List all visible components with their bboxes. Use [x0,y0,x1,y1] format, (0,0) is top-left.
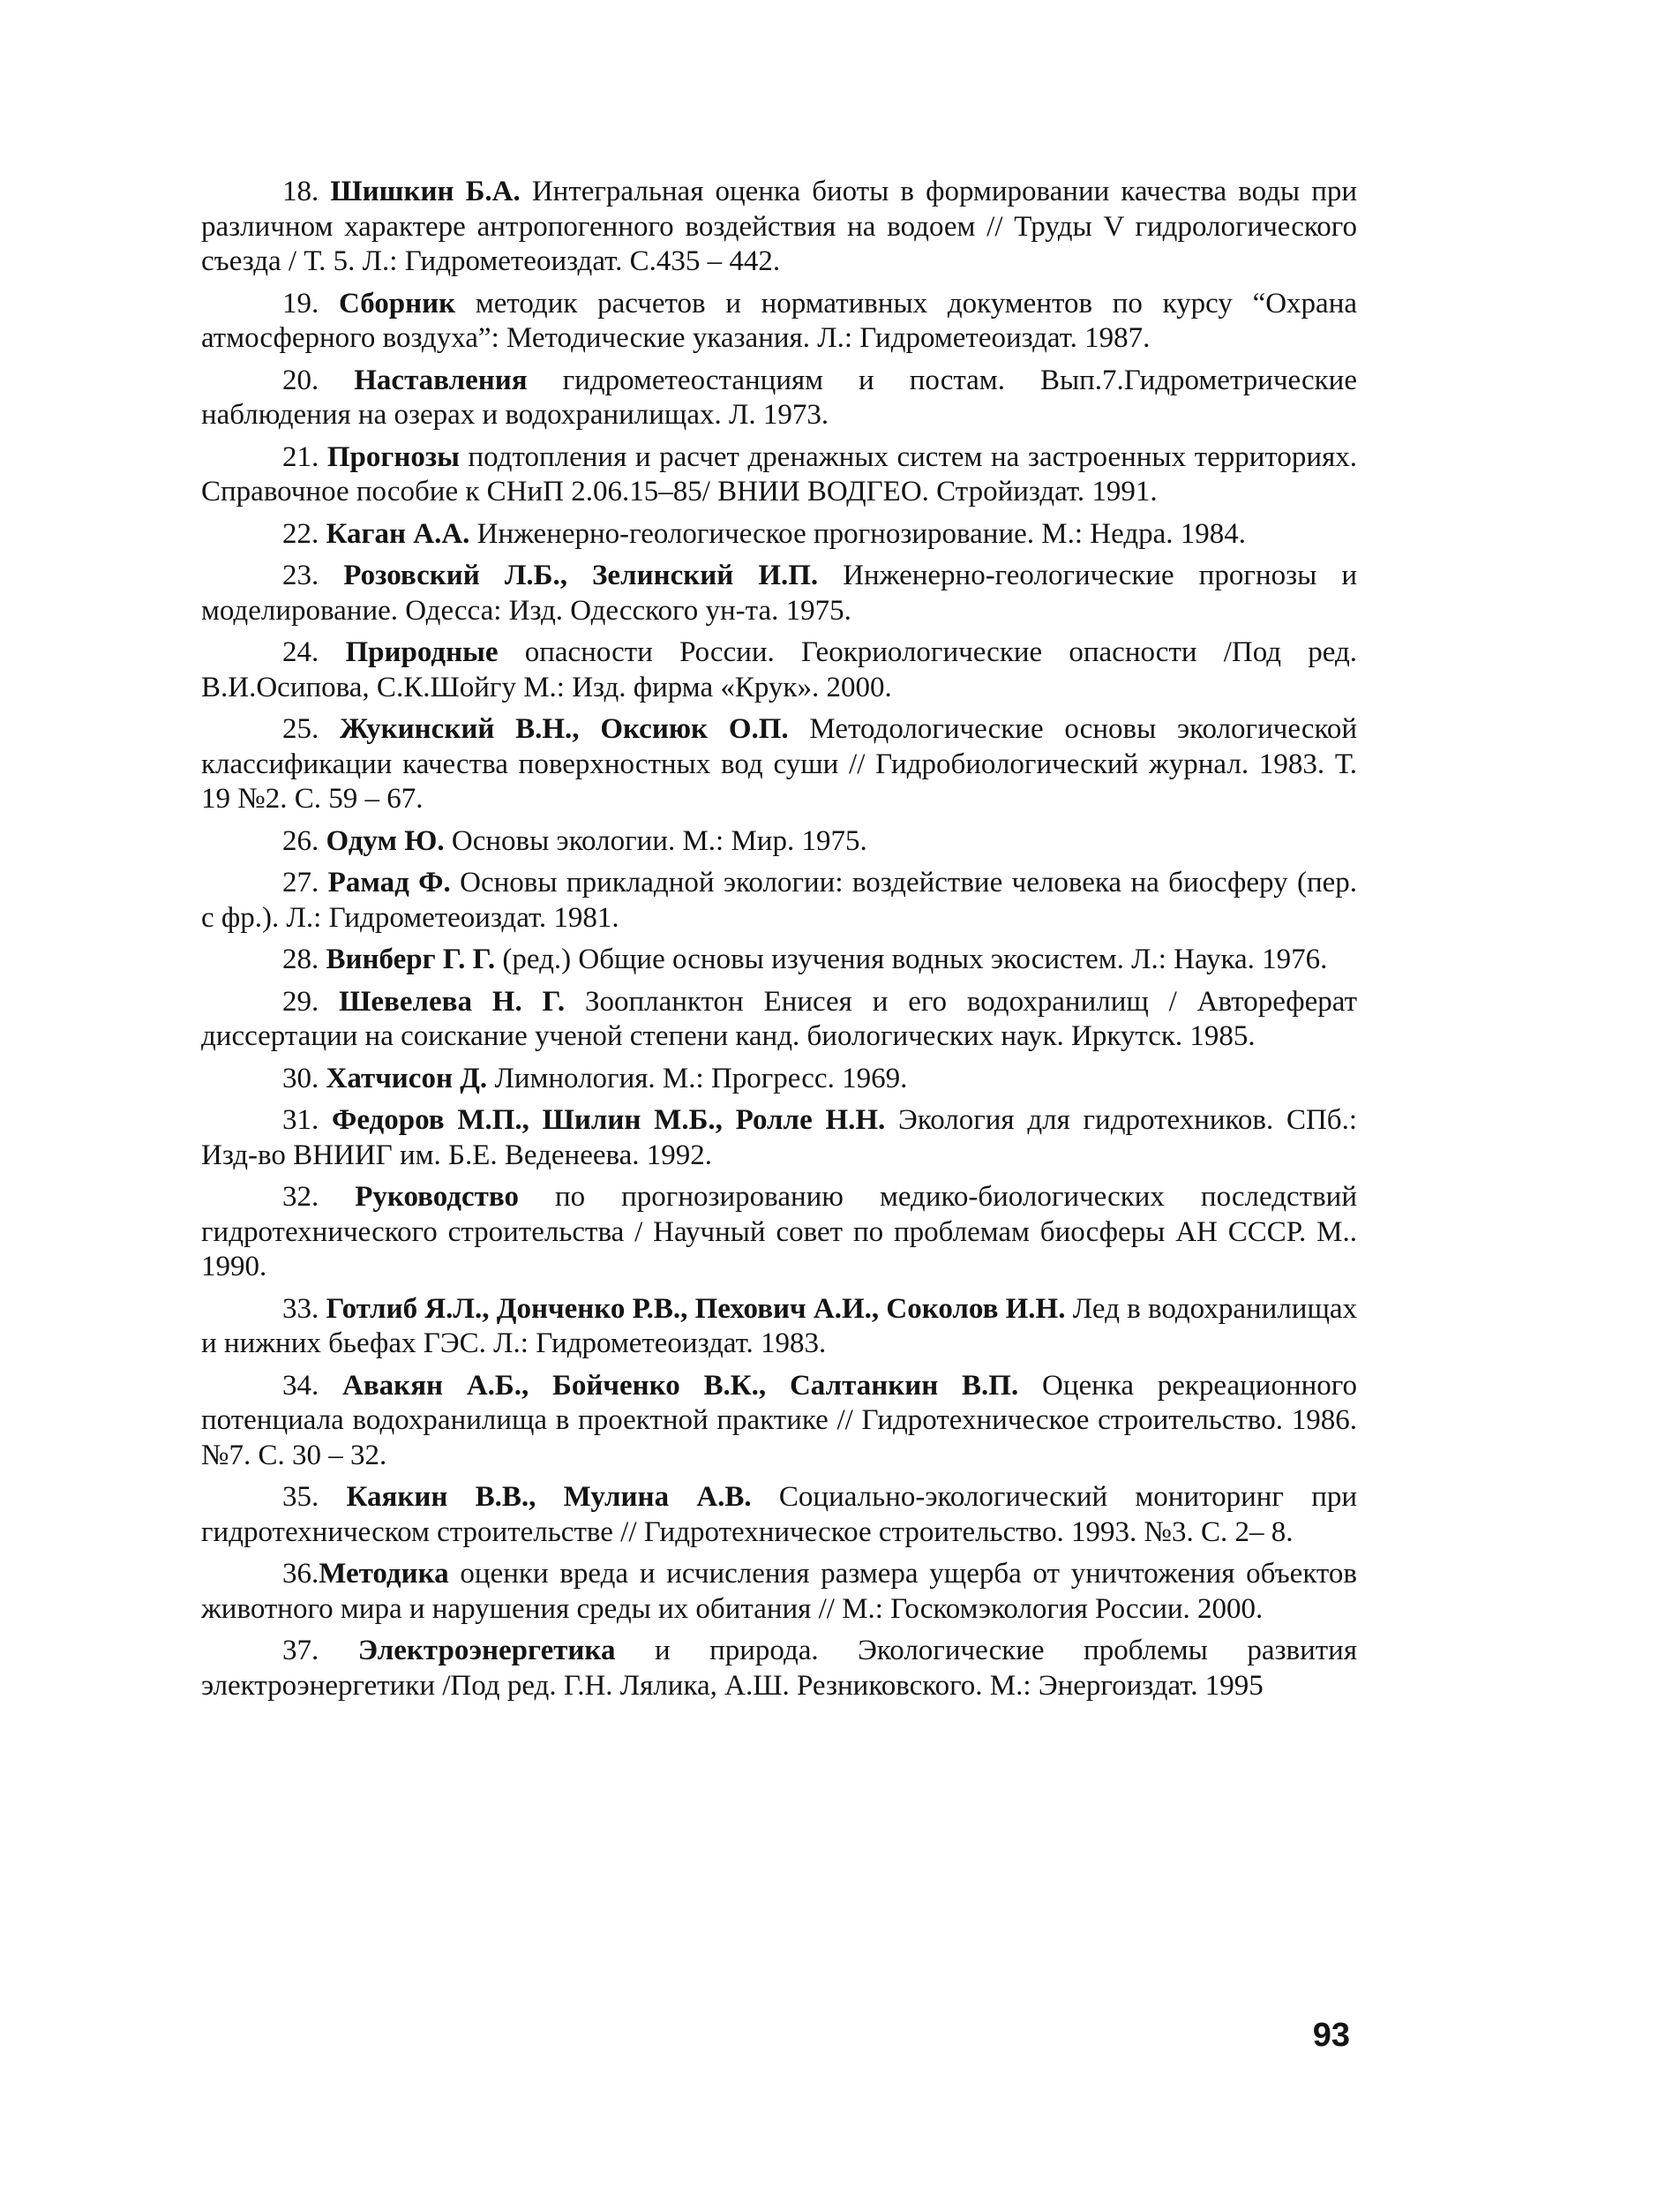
reference-item [201,824,1357,860]
reference-text: и природа. Экологические проблемы развития электроэнергетики /Под ред. Г.Н. Лялика, А.Ш. Резниковского. М.: Энергоиздат. 1995 [201,1635,1358,1702]
reference-author: Природные [345,636,499,668]
reference-number: 36. [282,1558,319,1590]
reference-text: Инженерно-геологическое прогнозирование. М.: Недра. 1984. [469,517,1247,550]
reference-text: Инженерно-геологические прогнозы и моделирование. Одесса: Изд. Одесского ун-та. 1975. [201,560,1357,627]
reference-item [201,1292,1357,1362]
reference-author: Шишкин Б.А. [330,176,521,207]
reference-text: Зоопланктон Енисея и его водохранилищ / Автореферат диссертации на соискание ученой степени канд. биологических наук. Иркутск. 1985. [201,985,1358,1052]
reference-text: Социально-экологический мониторинг при гидротехническом строительстве // Гидротехническое строительство. 1993. №3. С. 2– 8. [201,1481,1358,1548]
reference-number: 25. [282,713,341,745]
page-number: 93 [1312,2017,1350,2054]
reference-item [201,1557,1357,1627]
reference-number: 29. [282,985,340,1018]
reference-text: Методологические основы экологической классификации качества поверхностных вод суши // Гидробиологический журнал. 1983. Т. 19 №2. С. 59 – 67. [201,713,1357,815]
reference-number: 28. [282,944,326,975]
reference-author: Каякин В.В., Мулина А.В. [346,1481,752,1513]
reference-author: Винберг Г. Г. [326,944,496,975]
reference-text: подтопления и расчет дренажных систем на застроенных территориях. Справочное пособие к СНиП 2.06.15–85/ ВНИИ ВОДГЕО. Стройиздат. 1991. [201,440,1358,508]
reference-item [201,712,1357,817]
reference-author: Прогнозы [326,440,460,473]
reference-number: 27. [282,867,328,898]
reference-number: 31. [282,1104,332,1136]
reference-item [201,1180,1357,1285]
reference-number: 34. [282,1369,343,1402]
reference-text: Основы прикладной экологии: воздействие человека на биосферу (пер. с фр.). Л.: Гидрометеоиздат. 1981. [201,867,1358,934]
reference-author: Розовский Л.Б., Зелинский И.П. [343,560,819,591]
reference-author: Электроэнергетика [357,1635,616,1666]
reference-number: 23. [282,560,344,591]
reference-text: гидрометеостанциям и постам. Вып.7.Гидрометрические наблюдения на озерах и водохранилищах. Л. 1973. [201,364,1357,431]
reference-author: Рамад Ф. [327,867,451,898]
reference-text: (ред.) Общие основы изучения водных экосистем. Л.: Наука. 1976. [495,944,1328,975]
reference-author: Авакян А.Б., Бойченко В.К., Салтанкин В.П. [342,1369,1019,1402]
reference-author: Сборник [338,287,456,320]
reference-number: 33. [282,1292,326,1325]
reference-list [201,175,1357,1711]
reference-text: Лимнология. М.: Прогресс. 1969. [487,1062,908,1094]
reference-item [201,517,1357,553]
reference-item [201,364,1357,433]
reference-author: Федоров М.П., Шилин М.Б., Ролле Н.Н. [332,1104,886,1136]
reference-text: Лед в водохранилищах и нижних бьефах ГЭС. Л.: Гидрометеоиздат. 1983. [201,1292,1358,1359]
reference-item [201,635,1357,705]
reference-author: Жукинский В.Н., Оксиюк О.П. [340,713,789,745]
reference-author: Хатчисон Д. [326,1062,488,1094]
reference-text: опасности России. Геокриологические опасности /Под ред. В.И.Осипова, С.К.Шойгу М.: Изд. фирма «Крук». 2000. [201,636,1358,703]
reference-number: 18. [282,176,331,207]
reference-number: 20. [282,364,355,396]
reference-author: Шевелева Н. Г. [339,985,566,1018]
reference-item [201,440,1357,510]
reference-text: Экология для гидротехников. СПб.: Изд-во ВНИИГ им. Б.Е. Веденеева. 1992. [201,1104,1358,1171]
reference-item [201,1103,1357,1173]
reference-item [201,287,1357,357]
reference-number: 26. [282,824,326,857]
reference-author: Готлиб Я.Л., Донченко Р.В., Пехович А.И., Соколов И.Н. [326,1292,1066,1325]
reference-item [201,866,1357,936]
reference-text: Оценка рекреационного потенциала водохранилища в проектной практике // Гидротехническое строительство. 1986. №7. С. 30 – 32. [201,1369,1357,1471]
reference-text: методик расчетов и нормативных документов по курсу “Охрана атмосферного воздуха”: Методические указания. Л.: Гидрометеоиздат. 1987. [201,287,1358,354]
reference-item [201,985,1357,1055]
reference-item [201,175,1357,280]
reference-item [201,1062,1357,1097]
reference-text: по прогнозированию медико-биологических последствий гидротехнического строительства / Научный совет по проблемам биосферы АН СССР. М.. 1990. [201,1181,1357,1282]
reference-item [201,1634,1357,1703]
reference-author: Методика [319,1558,449,1590]
reference-number: 30. [282,1062,326,1094]
reference-text: оценки вреда и исчисления размера ущерба от уничтожения объектов животного мира и нарушения среды их обитания // М.: Госкомэкология России. 2000. [201,1558,1357,1625]
reference-number: 35. [282,1481,347,1513]
reference-number: 21. [282,440,327,473]
reference-item [201,559,1357,628]
reference-text: Интегральная оценка биоты в формировании качества воды при различном характере антропогенного воздействия на водоем // Труды V гидрологического съезда / Т. 5. Л.: Гидрометеоиздат. С.435 – 442. [201,176,1358,277]
reference-author: Руководство [355,1181,519,1213]
reference-author: Наставления [354,364,528,396]
reference-item [201,1480,1357,1550]
reference-text: Основы экологии. М.: Мир. 1975. [444,824,867,857]
reference-author: Одум Ю. [326,824,445,857]
reference-number: 32. [282,1181,356,1213]
reference-number: 19. [282,287,339,320]
reference-number: 37. [282,1635,358,1666]
reference-number: 22. [282,517,326,550]
reference-item [201,1369,1357,1474]
reference-item [201,943,1357,978]
reference-number: 24. [282,636,346,668]
reference-author: Каган А.А. [326,517,470,550]
